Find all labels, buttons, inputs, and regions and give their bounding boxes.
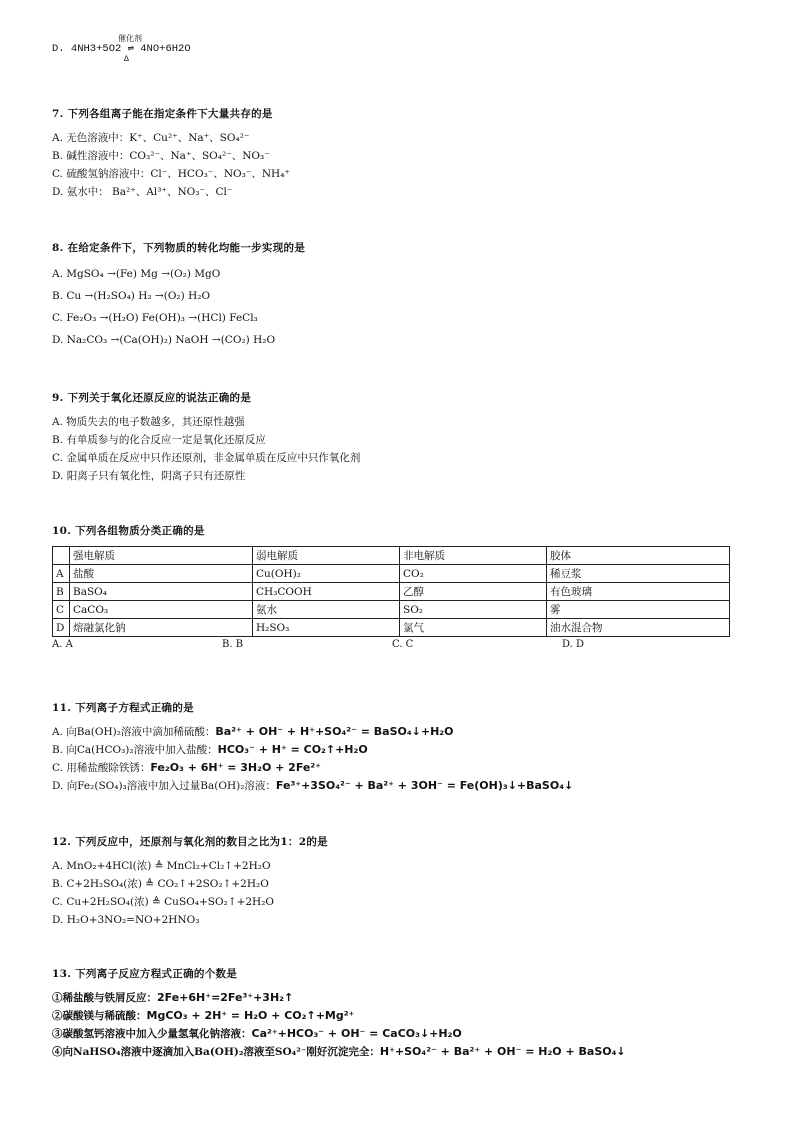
table-row [53,619,730,637]
statement-prefix: ④向NaHSO₄溶液中逐滴加入Ba(OH)₂溶液至SO₄²⁻刚好沉淀完全： [52,1046,380,1058]
table-cell: CaCO₃ [70,601,253,619]
q6-option-d-text: D. 4NH3+5O2 ⇌ 4NO+6H2O [52,43,191,55]
question-title: 7. 下列各组离子能在指定条件下大量共存的是 [52,108,273,120]
ionic-equation: Fe₂O₃ + 6H⁺ = 3H₂O + 2Fe²⁺ [150,761,321,774]
option-d: D. 阳离子只有氧化性，阴离子只有还原性 [52,470,246,482]
heat-symbol: Δ [124,55,129,64]
table-header-cell: 胶体 [547,547,730,565]
table-header-cell: 强电解质 [70,547,253,565]
ionic-equation: HCO₃⁻ + H⁺ = CO₂↑+H₂O [217,743,368,756]
question-7 [52,106,752,201]
option-b: B. C+2H₂SO₄(浓) ≜ CO₂↑+2SO₂↑+2H₂O [52,878,269,890]
table-cell: 盐酸 [70,565,253,583]
choice-d: D. D [562,639,585,650]
classification-table [52,546,730,637]
option-b [52,741,752,759]
question-title: 8. 在给定条件下，下列物质的转化均能一步实现的是 [52,242,306,254]
option-prefix: D. 向Fe₂(SO₄)₃溶液中加入过量Ba(OH)₂溶液： [52,780,276,792]
option-b: B. 有单质参与的化合反应一定是氧化还原反应 [52,434,266,446]
choice-c: C. C [392,639,414,650]
option-c: C. 硫酸氢钠溶液中：Cl⁻、HCO₃⁻、NO₃⁻、NH₄⁺ [52,168,290,180]
table-cell: CH₃COOH [253,583,400,601]
question-12 [52,834,752,929]
option-a [52,723,752,741]
table-cell: 氨水 [253,601,400,619]
table-cell: SO₂ [400,601,547,619]
table-cell: CO₂ [400,565,547,583]
choice-a: A. A [52,639,73,650]
question-title: 9. 下列关于氧化还原反应的说法正确的是 [52,392,252,404]
statement-1 [52,989,752,1007]
table-cell: D [53,619,70,637]
option-a: A. 无色溶液中：K⁺、Cu²⁺、Na⁺、SO₄²⁻ [52,132,250,144]
question-10 [52,523,742,650]
table-cell: Cu(OH)₂ [253,565,400,583]
option-a: A. 物质失去的电子数越多，其还原性越强 [52,416,245,428]
table-cell: 油水混合物 [547,619,730,637]
ionic-equation: Fe³⁺+3SO₄²⁻ + Ba²⁺ + 3OH⁻ = Fe(OH)₃↓+BaSO₄↓ [275,779,574,792]
table-cell: 稀豆浆 [547,565,730,583]
table-cell: 雾 [547,601,730,619]
option-d [52,777,752,795]
option-d: D. 氨水中： Ba²⁺、Al³⁺、NO₃⁻、Cl⁻ [52,186,233,198]
table-cell: A [53,565,70,583]
table-cell: 熔融氯化钠 [70,619,253,637]
question-9 [52,390,752,485]
question-11 [52,700,752,795]
option-prefix: C. 用稀盐酸除铁锈： [52,762,151,774]
option-b: B. 碱性溶液中：CO₃²⁻、Na⁺、SO₄²⁻、NO₃⁻ [52,150,270,162]
ionic-equation: MgCO₃ + 2H⁺ = H₂O + CO₂↑+Mg²⁺ [146,1009,355,1022]
question-13 [52,966,752,1061]
statement-prefix: ①稀盐酸与铁屑反应： [52,992,157,1004]
table-cell: C [53,601,70,619]
answer-choices [52,639,742,650]
table-header-cell: 弱电解质 [253,547,400,565]
statement-3 [52,1025,752,1043]
table-header-cell [53,547,70,565]
option-c: C. Cu+2H₂SO₄(浓) ≜ CuSO₄+SO₂↑+2H₂O [52,896,275,908]
option-d: D. H₂O+3NO₂=NO+2HNO₃ [52,914,200,926]
question-title: 11. 下列离子方程式正确的是 [52,702,194,714]
question-6-option-d [52,35,752,64]
table-cell: 氯气 [400,619,547,637]
option-d: D. Na₂CO₃ →(Ca(OH)₂) NaOH →(CO₂) H₂O [52,334,276,346]
table-row [53,583,730,601]
option-c [52,759,752,777]
table-cell: H₂SO₃ [253,619,400,637]
table-header-cell: 非电解质 [400,547,547,565]
option-prefix: B. 向Ca(HCO₃)₂溶液中加入盐酸： [52,744,218,756]
catalyst-label: 催化剂 [118,35,142,44]
choice-b: B. B [222,639,244,650]
question-8 [52,240,752,351]
table-row [53,601,730,619]
ionic-equation: H⁺+SO₄²⁻ + Ba²⁺ + OH⁻ = H₂O + BaSO₄↓ [379,1045,626,1058]
option-c: C. Fe₂O₃ →(H₂O) Fe(OH)₃ →(HCl) FeCl₃ [52,312,258,324]
option-b: B. Cu →(H₂SO₄) H₂ →(O₂) H₂O [52,290,211,302]
table-cell: BaSO₄ [70,583,253,601]
ionic-equation: Ca²⁺+HCO₃⁻ + OH⁻ = CaCO₃↓+H₂O [251,1027,462,1040]
table-row [53,565,730,583]
table-cell: 乙醇 [400,583,547,601]
ionic-equation: Ba²⁺ + OH⁻ + H⁺+SO₄²⁻ = BaSO₄↓+H₂O [215,725,454,738]
statement-2 [52,1007,752,1025]
question-title: 13. 下列离子反应方程式正确的个数是 [52,968,238,980]
statement-4 [52,1043,752,1061]
statement-prefix: ②碳酸镁与稀硫酸： [52,1010,147,1022]
option-c: C. 金属单质在反应中只作还原剂，非金属单质在反应中只作氧化剂 [52,452,361,464]
question-title: 12. 下列反应中，还原剂与氧化剂的数目之比为1：2的是 [52,836,328,848]
option-prefix: A. 向Ba(OH)₂溶液中滴加稀硫酸： [52,726,216,738]
table-header-row [53,547,730,565]
option-a: A. MgSO₄ →(Fe) Mg →(O₂) MgO [52,268,221,280]
table-cell: B [53,583,70,601]
ionic-equation: 2Fe+6H⁺=2Fe³⁺+3H₂↑ [157,991,294,1004]
statement-prefix: ③碳酸氢钙溶液中加入少量氢氧化钠溶液： [52,1028,252,1040]
table-cell: 有色玻璃 [547,583,730,601]
option-a: A. MnO₂+4HCl(浓) ≜ MnCl₂+Cl₂↑+2H₂O [52,860,271,872]
question-title: 10. 下列各组物质分类正确的是 [52,525,205,537]
